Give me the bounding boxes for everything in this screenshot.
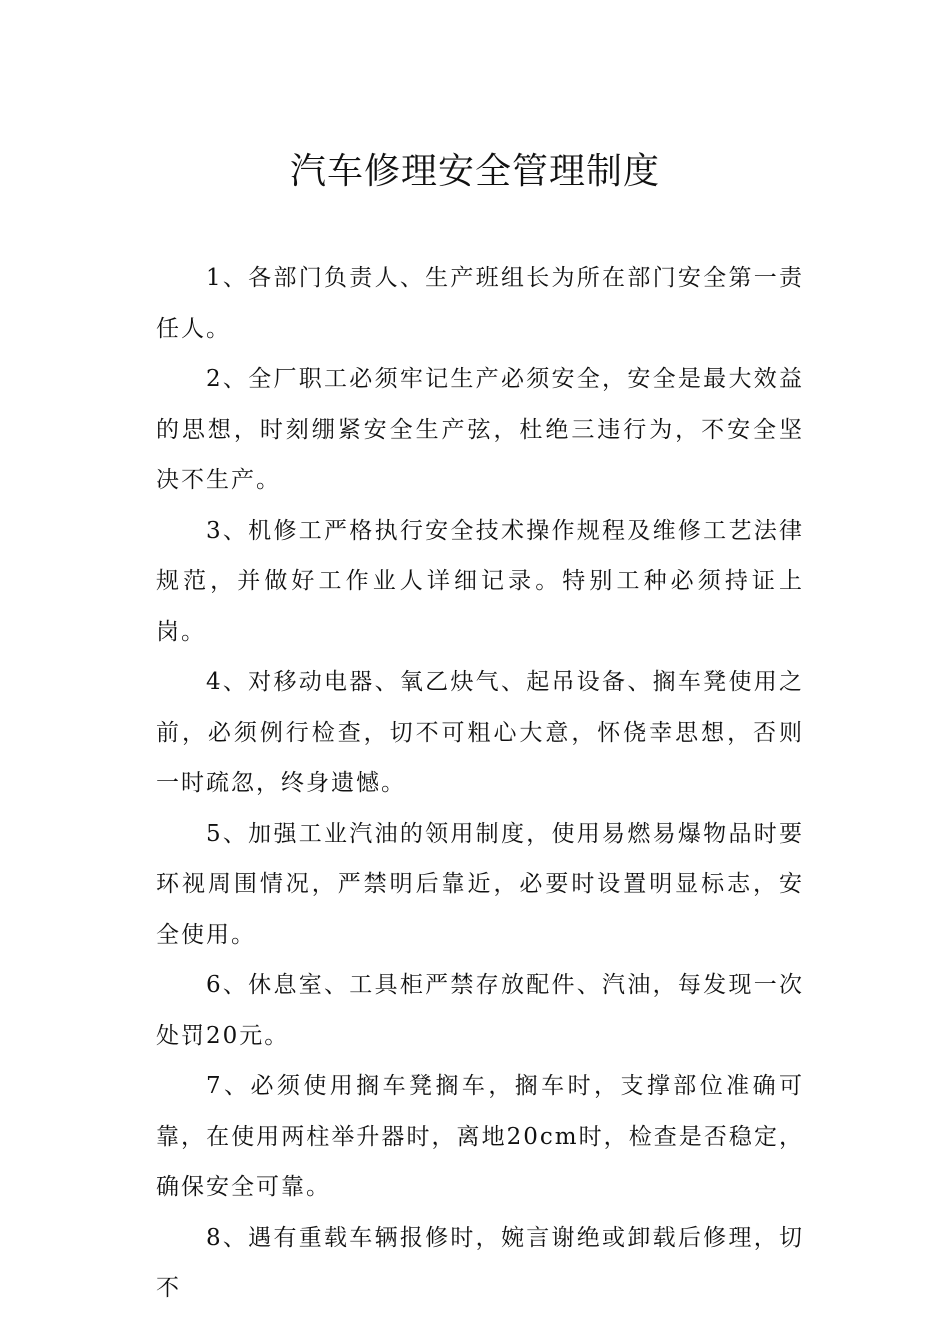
rule-paragraph-3: 3、机修工严格执行安全技术操作规程及维修工艺法律规范，并做好工作业人详细记录。特别工种必须持证上岗。 [156,517,804,645]
document-title: 汽车修理安全管理制度 [289,151,660,192]
rule-paragraph-1: 1、各部门负责人、生产班组长为所在部门安全第一责任人。 [156,265,804,342]
rule-paragraph-5: 5、加强工业汽油的领用制度，使用易燃易爆物品时要环视周围情况，严禁明后靠近，必要时设置明显标志，安全使用。 [156,820,804,948]
rule-paragraph-6: 6、休息室、工具柜严禁存放配件、汽油，每发现一次处罚20元。 [156,972,804,1049]
document-body [156,253,804,1314]
rule-paragraph-7: 7、必须使用搁车凳搁车，搁车时，支撑部位准确可靠，在使用两柱举升器时，离地20cm时，检查是否稳定，确保安全可靠。 [156,1073,804,1200]
rule-paragraph-2: 2、全厂职工必须牢记生产必须安全，安全是最大效益的思想，时刻绷紧安全生产弦，杜绝三违行为，不安全坚决不生产。 [156,366,804,493]
rule-paragraph-4: 4、对移动电器、氧乙炔气、起吊设备、搁车凳使用之前，必须例行检查，切不可粗心大意，怀侥幸思想，否则一时疏忽，终身遗憾。 [156,669,804,796]
rule-paragraph-8: 8、遇有重载车辆报修时，婉言谢绝或卸载后修理，切不 [156,1224,804,1301]
